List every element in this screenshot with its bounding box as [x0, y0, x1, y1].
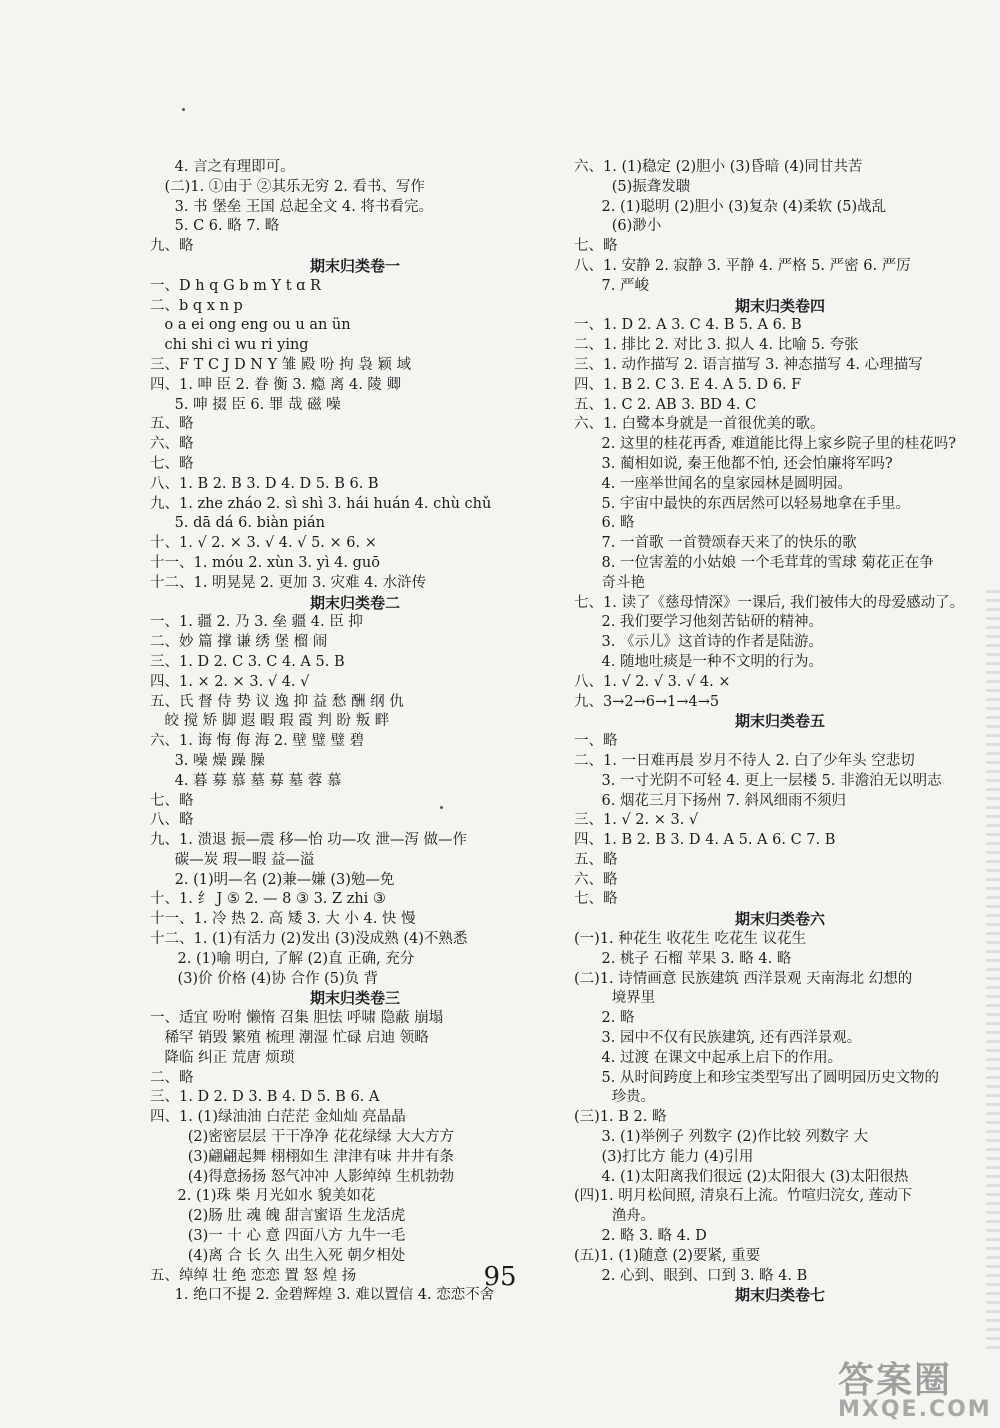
answer-line: 二、妙 篇 撑 谦 绣 堡 榴 闹 [150, 634, 328, 651]
section-heading: 期末归类卷六 [734, 910, 825, 929]
answer-line: 五、略 [150, 416, 194, 433]
answer-line: 一、D h q G b m Y t ɑ R [150, 277, 321, 294]
answer-line: 四、1. B 2. B 3. D 4. A 5. A 6. C 7. B [574, 832, 836, 849]
answer-line: 4. 暮 募 慕 墓 募 墓 蓉 慕 [174, 772, 342, 789]
answer-line: 2. 心到、眼到、口到 3. 略 4. B [601, 1267, 808, 1284]
answer-line: 3. 一寸光阴不可轻 4. 更上一层楼 5. 非澹泊无以明志 [601, 772, 942, 789]
answer-line: 2. 我们要学习他刻苦钻研的精神。 [601, 614, 823, 631]
answer-line: 5. 宇宙中最快的东西居然可以轻易地拿在手里。 [601, 495, 910, 512]
answer-line: 五、1. C 2. AB 3. BD 4. C [574, 396, 757, 413]
answer-line: 二、略 [150, 1069, 194, 1086]
answer-line: 3. 园中不仅有民族建筑, 还有西洋景观。 [601, 1030, 862, 1047]
answer-line: (四)1. 明月松间照, 清泉石上流。竹喧归浣女, 莲动下 [574, 1188, 913, 1205]
answer-line: 五、氏 督 侍 势 议 逸 抑 益 愁 酬 纲 仇 [150, 693, 404, 710]
answer-line: 四、1. × 2. × 3. √ 4. √ [150, 673, 310, 690]
answer-line: 6. 略 [601, 515, 635, 532]
answer-line: (3)一 十 心 意 四面八方 九牛一毛 [187, 1228, 406, 1245]
answer-line: 珍贵。 [611, 1089, 656, 1106]
answer-line: 八、略 [150, 812, 194, 829]
answer-line: 6. 烟花三月下扬州 7. 斜风细雨不须归 [601, 792, 847, 809]
answer-line: 十一、1. 冷 热 2. 高 矮 3. 大 小 4. 快 慢 [150, 911, 416, 928]
answer-line: 三、1. D 2. D 3. B 4. D 5. B 6. A [150, 1089, 380, 1106]
answer-line: 三、F T C J D N Y 雏 殿 吩 拘 袅 颖 域 [150, 356, 411, 373]
watermark-logo [838, 1352, 996, 1422]
answer-line: 九、1. 溃退 振—震 移—怡 功—攻 泄—泻 做—作 [150, 832, 467, 849]
answer-line: 四、1. 呻 臣 2. 眷 衡 3. 瘾 离 4. 陵 卿 [150, 376, 402, 393]
answer-line: 六、略 [574, 871, 618, 888]
answer-line: 九、3→2→6→1→4→5 [574, 693, 720, 710]
answer-line: 8. 一位害羞的小姑娘 一个毛茸茸的雪球 菊花正在争 [601, 554, 934, 571]
answer-line: 十、1. 纟 J ⑤ 2. — 8 ③ 3. Z zhi ③ [150, 891, 386, 908]
answer-line: 四、1. (1)绿油油 白茫茫 金灿灿 亮晶晶 [150, 1109, 406, 1126]
answer-line: (2)密密层层 干干净净 花花绿绿 大大方方 [187, 1129, 455, 1146]
answer-line: (3)价 价格 (4)协 合作 (5)负 背 [177, 970, 379, 987]
answer-line: 3. 《示儿》这首诗的作者是陆游。 [601, 634, 823, 651]
answer-line: 三、1. D 2. C 3. C 4. A 5. B [150, 653, 345, 670]
watermark-url: MXQE.COM [838, 1397, 992, 1422]
scan-speck [440, 806, 443, 809]
answer-line: 稀罕 销毁 繁殖 梳理 潮湿 忙碌 启迪 领略 [164, 1030, 429, 1047]
answer-line: 七、1. 读了《慈母情深》一课后, 我们被伟大的母爱感动了。 [574, 594, 965, 611]
answer-line: 七、略 [574, 238, 618, 255]
answer-line: 2. (1)明—名 (2)兼—嫌 (3)勉—免 [174, 871, 395, 888]
answer-line: 3. (1)举例子 列数字 (2)作比较 列数字 大 [601, 1129, 869, 1146]
answer-line: 7. 严峻 [601, 277, 649, 294]
answer-line: 2. (1)喻 明白, 了解 (2)直 正确, 充分 [177, 950, 415, 967]
answer-line: 六、1. 白鹭本身就是一首很优美的歌。 [574, 416, 825, 433]
answer-line: (2)肠 肚 魂 魄 甜言蜜语 生龙活虎 [187, 1208, 406, 1225]
right-answer-column [574, 158, 986, 1306]
answer-line: o a ei ong eng ou u an ün [164, 317, 351, 334]
answer-line: 4. (1)太阳离我们很远 (2)太阳很大 (3)太阳很热 [601, 1168, 909, 1185]
answer-line: 二、1. 一日难再晨 岁月不待人 2. 白了少年头 空悲切 [574, 752, 915, 769]
section-heading: 期末归类卷三 [309, 989, 400, 1008]
watermark-title: 答案圈 [838, 1360, 953, 1401]
section-heading: 期末归类卷一 [309, 256, 400, 275]
answer-line: 七、略 [150, 455, 194, 472]
answer-line: 一、略 [574, 733, 618, 750]
answer-line: 5. 从时间跨度上和珍宝类型写出了圆明园历史文物的 [601, 1069, 939, 1086]
page-number: 95 [483, 1262, 517, 1292]
answer-line: 5. dā dá 6. biàn pián [174, 515, 326, 532]
answer-line: (6)渺小 [611, 218, 662, 235]
answer-line: (三)1. B 2. 略 [574, 1109, 667, 1126]
section-heading: 期末归类卷四 [734, 296, 825, 315]
answer-line: 境界里 [611, 990, 656, 1007]
answer-line: 4. 言之有理即可。 [174, 159, 295, 175]
answer-line: 三、1. 动作描写 2. 语言描写 3. 神态描写 4. 心理描写 [574, 356, 923, 373]
answer-line: 碳—炭 瑕—暇 益—溢 [174, 851, 315, 868]
section-heading: 期末归类卷七 [734, 1286, 825, 1305]
answer-line: 三、1. √ 2. × 3. √ [574, 812, 699, 829]
answer-line: 2. (1)珠 柴 月光如水 貌美如花 [177, 1188, 376, 1205]
answer-line: (二)1. 诗情画意 民族建筑 西洋景观 天南海北 幻想的 [574, 970, 913, 987]
answer-line: 一、适宜 吩咐 懒惰 召集 胆怯 呼啸 隐蔽 崩塌 [150, 1010, 444, 1027]
answer-line: 一、1. D 2. A 3. C 4. B 5. A 6. B [574, 317, 802, 334]
answer-line: 5. 呻 掇 臣 6. 罪 哉 磁 噪 [174, 396, 341, 413]
answer-line: 四、1. B 2. C 3. E 4. A 5. D 6. F [574, 376, 802, 393]
page-edge-shadow [986, 590, 1000, 1350]
answer-line: 八、1. B 2. B 3. D 4. D 5. B 6. B [150, 475, 379, 492]
answer-line: 7. 一首歌 一首赞颂春天来了的快乐的歌 [601, 535, 857, 552]
answer-line: 2. 略 3. 略 4. D [601, 1228, 707, 1245]
answer-line: 4. 过渡 在课文中起承上启下的作用。 [601, 1049, 843, 1066]
answer-line: 2. 略 [601, 1010, 635, 1027]
section-heading: 期末归类卷五 [734, 712, 825, 731]
answer-line: (4)得意扬扬 怒气冲冲 人影绰绰 生机勃勃 [187, 1168, 455, 1185]
answer-line: 皎 搅 矫 脚 遐 暇 瑕 霞 判 盼 叛 畔 [164, 713, 390, 730]
answer-line: (五)1. (1)随意 (2)要紧, 重要 [574, 1247, 761, 1264]
answer-line: 九、1. zhe zháo 2. sì shì 3. hái huán 4. chù chǔ [150, 495, 492, 512]
answer-line: 十二、1. (1)有活力 (2)发出 (3)没成熟 (4)不熟悉 [150, 931, 468, 948]
answer-line: 八、1. 安静 2. 寂静 3. 平静 4. 严格 5. 严密 6. 严厉 [574, 257, 911, 274]
answer-line: 十一、1. móu 2. xùn 3. yì 4. guō [150, 554, 380, 571]
answer-line: 七、略 [574, 891, 618, 908]
answer-line: 4. 随地吐痰是一种不文明的行为。 [601, 653, 823, 670]
answer-line: 八、1. √ 2. √ 3. √ 4. × [574, 673, 731, 690]
answer-line: (3)打比方 能力 (4)引用 [601, 1148, 754, 1165]
scan-speck [182, 108, 185, 111]
answer-line: 二、b q x n p [150, 297, 243, 314]
answer-line: 十、1. √ 2. × 3. √ 4. √ 5. × 6. × [150, 535, 377, 552]
answer-line: 3. 书 堡垒 王国 总起全文 4. 将书看完。 [174, 198, 433, 215]
answer-line: 奇斗艳 [601, 574, 646, 591]
answer-line: 五、绰绰 壮 绝 恋恋 置 怒 煌 扬 [150, 1267, 357, 1284]
answer-line: 七、略 [150, 792, 194, 809]
answer-line: 3. 噪 燥 躁 臊 [174, 752, 265, 769]
answer-line: 2. 这里的桂花再香, 难道能比得上家乡院子里的桂花吗? [601, 436, 956, 453]
answer-line: 降临 纠正 荒唐 烦琐 [164, 1049, 295, 1066]
answer-line: 九、略 [150, 238, 194, 255]
left-answer-column [150, 158, 560, 1306]
answer-line: 二、1. 排比 2. 对比 3. 拟人 4. 比喻 5. 夸张 [574, 337, 859, 354]
answer-line: 5. C 6. 略 7. 略 [174, 218, 280, 235]
answer-line: (4)离 合 长 久 出生入死 朝夕相处 [187, 1247, 406, 1264]
answer-line: 十二、1. 明晃晃 2. 更加 3. 灾难 4. 水浒传 [150, 574, 427, 591]
answer-line: 六、1. (1)稳定 (2)胆小 (3)昏暗 (4)同甘共苦 [574, 159, 863, 175]
answer-line: (一)1. 种花生 收花生 吃花生 议花生 [574, 931, 807, 948]
answer-line: chi shi ci wu ri ying [164, 337, 309, 354]
answer-line: 渔舟。 [611, 1208, 656, 1225]
answer-line: 1. 绝口不提 2. 金碧辉煌 3. 难以置信 4. 恋恋不舍 [174, 1287, 495, 1304]
answer-line: 六、1. 诲 悔 侮 海 2. 壁 璧 璧 碧 [150, 733, 365, 750]
answer-line: 六、略 [150, 436, 194, 453]
answer-line: (二)1. ①由于 ②其乐无穷 2. 看书、写作 [164, 178, 425, 195]
answer-line: (3)翩翩起舞 栩栩如生 津津有味 井井有条 [187, 1148, 455, 1165]
answer-line: 2. (1)聪明 (2)胆小 (3)复杂 (4)柔软 (5)战乱 [601, 198, 887, 215]
answer-line: 2. 桃子 石榴 苹果 3. 略 4. 略 [601, 950, 792, 967]
answer-line: 一、1. 疆 2. 乃 3. 垒 疆 4. 臣 抑 [150, 614, 363, 631]
answer-line: 4. 一座举世闻名的皇家园林是圆明园。 [601, 475, 852, 492]
answer-line: (5)振聋发聩 [611, 178, 691, 195]
section-heading: 期末归类卷二 [309, 593, 400, 612]
answer-line: 3. 蔺相如说, 秦王他都不怕, 还会怕廉将军吗? [601, 455, 893, 472]
answer-line: 五、略 [574, 851, 618, 868]
